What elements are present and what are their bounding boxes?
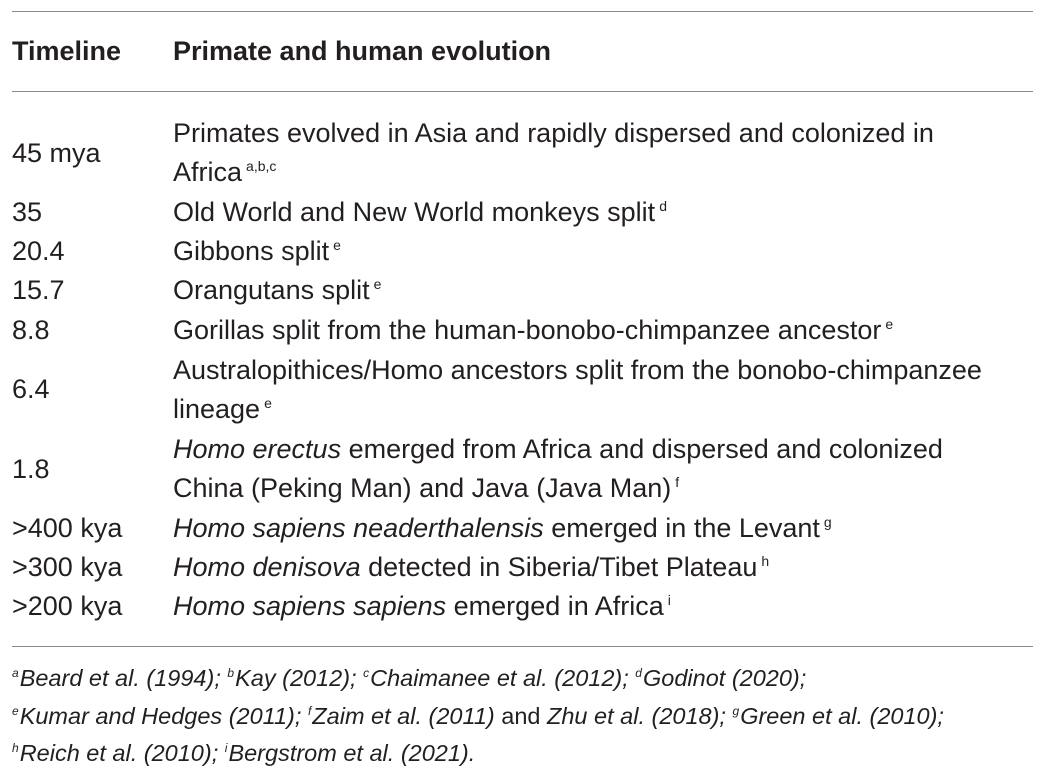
footnote-ref: Kay (2012); bbox=[235, 665, 357, 691]
footnote-ref: Zhu et al. (2018); bbox=[547, 703, 726, 729]
footnote-conjunction: and bbox=[501, 703, 541, 729]
footnote-mark: d bbox=[635, 666, 642, 680]
ref-marks: e bbox=[373, 276, 382, 292]
footnote-ref: Godinot (2020); bbox=[642, 665, 807, 691]
ref-marks: h bbox=[761, 553, 770, 569]
row-timeline: >200 kya bbox=[12, 591, 123, 621]
ref-marks: a,b,c bbox=[246, 158, 277, 174]
row-timeline: >300 kya bbox=[12, 552, 123, 582]
footnote-mark: i bbox=[224, 741, 228, 755]
table-bottom-rule bbox=[12, 646, 1033, 647]
row-timeline: >400 kya bbox=[12, 513, 123, 543]
row-event-cont: China (Peking Man) and Java (Java Man) $^f$ bbox=[173, 473, 680, 503]
footnote-mark: e bbox=[12, 704, 19, 718]
row-event: Primates evolved in Asia and rapidly dispersed and colonized in bbox=[173, 118, 934, 148]
footnote-mark: b bbox=[227, 666, 235, 680]
row-event-cont: lineage $^e$ bbox=[173, 394, 272, 424]
footnote-mark: f bbox=[307, 704, 312, 718]
ref-marks: e bbox=[333, 237, 341, 253]
row-timeline: 6.4 bbox=[12, 374, 50, 404]
footnote-ref: Green et al. (2010); bbox=[740, 703, 944, 729]
footnote-mark: g bbox=[732, 704, 740, 718]
row-timeline: 20.4 bbox=[12, 236, 65, 266]
table-top-rule bbox=[12, 11, 1033, 12]
row-timeline: 35 bbox=[12, 197, 43, 227]
ref-marks: e bbox=[264, 395, 272, 411]
row-timeline: 15.7 bbox=[12, 275, 65, 305]
footnote-mark: a bbox=[12, 666, 19, 680]
ref-marks: f bbox=[675, 474, 680, 490]
footnote-mark: c bbox=[363, 666, 370, 680]
row-timeline: 8.8 bbox=[12, 315, 50, 345]
ref-marks: g bbox=[823, 514, 832, 530]
footnote-ref: Bergstrom et al. (2021). bbox=[228, 740, 476, 766]
row-event-cont: Africa $^{a,b,c}$ bbox=[173, 157, 277, 187]
row-event: Australopithices/Homo ancestors split from the bonobo-chimpanzee bbox=[173, 355, 982, 385]
ref-marks: i bbox=[667, 592, 671, 608]
ref-marks: e bbox=[885, 316, 894, 332]
footnote-ref: Reich et al. (2010); bbox=[19, 740, 219, 766]
row-event: Gorillas split from the human-bonobo-chimpanzee ancestor $^e$ bbox=[173, 315, 894, 345]
row-event: Homo sapiens neaderthalensis emerged in the Levant $^g$ bbox=[173, 513, 832, 543]
footnote-line-2 bbox=[12, 701, 944, 731]
row-event: Orangutans split $^e$ bbox=[173, 275, 382, 305]
ref-marks: d bbox=[659, 198, 667, 214]
row-timeline: 1.8 bbox=[12, 454, 50, 484]
footnote-mark: h bbox=[12, 741, 19, 755]
footnote-ref: Zaim et al. (2011) bbox=[312, 703, 495, 729]
footnote-ref: Chaimanee et al. (2012); bbox=[370, 665, 629, 691]
row-event: Homo denisova detected in Siberia/Tibet Plateau $^h$ bbox=[173, 552, 770, 582]
header-event: Primate and human evolution bbox=[173, 36, 552, 66]
footnote-line-3 bbox=[12, 738, 475, 768]
row-event: Homo erectus emerged from Africa and dispersed and colonized bbox=[173, 434, 943, 464]
footnote-ref: Kumar and Hedges (2011); bbox=[19, 703, 302, 729]
header-timeline: Timeline bbox=[12, 36, 122, 66]
row-timeline: 45 mya bbox=[12, 138, 101, 168]
row-event: Homo sapiens sapiens emerged in Africa $^i$ bbox=[173, 591, 671, 621]
table-header-rule bbox=[12, 91, 1033, 92]
footnote-ref: Beard et al. (1994); bbox=[19, 665, 221, 691]
footnote-line-1 bbox=[12, 663, 806, 693]
row-event: Gibbons split $^e$ bbox=[173, 236, 341, 266]
row-event: Old World and New World monkeys split $^d$ bbox=[173, 197, 667, 227]
